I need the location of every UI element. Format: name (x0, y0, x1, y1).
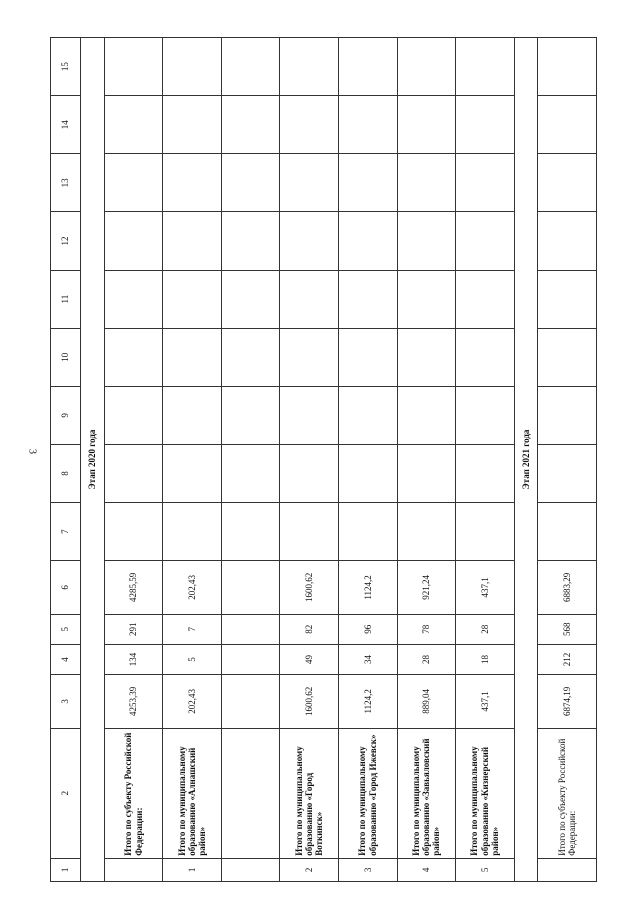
table-row (456, 38, 515, 882)
value-cell: 96 (338, 614, 397, 644)
value-cell (280, 503, 339, 561)
column-number-cell: 10 (51, 328, 81, 386)
value-cell (104, 270, 163, 328)
value-cell (221, 386, 280, 444)
column-number-cell: 12 (51, 212, 81, 270)
value-cell (538, 38, 597, 96)
value-cell (104, 96, 163, 154)
value-cell (456, 270, 515, 328)
value-cell: 212 (538, 644, 597, 674)
value-cell (163, 328, 222, 386)
value-cell (538, 96, 597, 154)
value-cell (397, 212, 456, 270)
value-cell (221, 503, 280, 561)
stage-row-2021 (514, 38, 538, 882)
table-row (163, 38, 222, 882)
value-cell: 4285,59 (104, 561, 163, 614)
row-description: Итого по муниципальному образованию «Кизнерский район» (456, 728, 515, 858)
value-cell: 5 (163, 644, 222, 674)
value-cell (456, 444, 515, 502)
column-number-cell: 8 (51, 444, 81, 502)
value-cell (221, 270, 280, 328)
value-cell (397, 503, 456, 561)
value-cell: 568 (538, 614, 597, 644)
value-cell (456, 154, 515, 212)
table-row (397, 38, 456, 882)
row-description: Итого по муниципальному образованию «Город Воткинск» (280, 728, 339, 858)
value-cell (538, 154, 597, 212)
row-description: Итого по муниципальному образованию «Алнашский район» (163, 728, 222, 858)
column-number-cell: 13 (51, 154, 81, 212)
column-number-cell: 14 (51, 96, 81, 154)
value-cell (104, 444, 163, 502)
value-cell (397, 270, 456, 328)
row-description: Итого по муниципальному образованию «Город Ижевск» (338, 728, 397, 858)
table-row (538, 38, 597, 882)
table-row (104, 38, 163, 882)
value-cell (280, 212, 339, 270)
table-wrapper (50, 37, 597, 882)
value-cell (397, 154, 456, 212)
value-cell (221, 96, 280, 154)
value-cell (338, 96, 397, 154)
value-cell (280, 386, 339, 444)
row-description: Итого по муниципальному образованию «Завьяловский район» (397, 728, 456, 858)
value-cell: 1124,2 (338, 561, 397, 614)
column-number-cell: 11 (51, 270, 81, 328)
value-cell (221, 614, 280, 644)
value-cell (163, 96, 222, 154)
value-cell (456, 503, 515, 561)
value-cell (538, 270, 597, 328)
value-cell (338, 328, 397, 386)
column-number-cell: 7 (51, 503, 81, 561)
stage-title: Этап 2021 года (514, 38, 538, 882)
value-cell: 437,1 (456, 675, 515, 728)
value-cell: 18 (456, 644, 515, 674)
value-cell: 49 (280, 644, 339, 674)
value-cell: 4253,39 (104, 675, 163, 728)
value-cell (456, 328, 515, 386)
value-cell: 291 (104, 614, 163, 644)
value-cell (280, 96, 339, 154)
value-cell (397, 328, 456, 386)
column-number-cell: 15 (51, 38, 81, 96)
value-cell: 889,04 (397, 675, 456, 728)
value-cell: 34 (338, 644, 397, 674)
table-row (338, 38, 397, 882)
value-cell (338, 270, 397, 328)
rotated-page (50, 37, 597, 882)
value-cell (104, 328, 163, 386)
value-cell: 437,1 (456, 561, 515, 614)
row-description (221, 728, 280, 858)
value-cell (280, 154, 339, 212)
value-cell (221, 212, 280, 270)
stage-row-2020 (81, 38, 105, 882)
table-body (51, 38, 597, 882)
value-cell (338, 444, 397, 502)
value-cell (397, 38, 456, 96)
page-number: 3 (26, 449, 38, 454)
value-cell (280, 444, 339, 502)
value-cell: 202,43 (163, 561, 222, 614)
data-table (50, 37, 597, 882)
value-cell (397, 96, 456, 154)
table-row (280, 38, 339, 882)
row-description: Итого по субъекту Российской Федерации: (104, 728, 163, 858)
value-cell (538, 212, 597, 270)
value-cell (221, 154, 280, 212)
value-cell (397, 386, 456, 444)
value-cell: 202,43 (163, 675, 222, 728)
value-cell: 28 (456, 614, 515, 644)
value-cell (221, 675, 280, 728)
value-cell (221, 644, 280, 674)
value-cell (104, 154, 163, 212)
column-numbers-row (51, 38, 81, 882)
column-number-cell: 5 (51, 614, 81, 644)
row-number: 5 (456, 858, 515, 881)
value-cell (163, 503, 222, 561)
column-number-cell: 9 (51, 386, 81, 444)
value-cell (163, 270, 222, 328)
value-cell: 1124,2 (338, 675, 397, 728)
value-cell (456, 212, 515, 270)
column-number-cell: 6 (51, 561, 81, 614)
column-number-cell: 2 (51, 728, 81, 858)
value-cell (163, 444, 222, 502)
value-cell (538, 444, 597, 502)
row-number: 1 (163, 858, 222, 881)
value-cell (104, 212, 163, 270)
value-cell: 1600,62 (280, 561, 339, 614)
value-cell (456, 96, 515, 154)
value-cell (338, 212, 397, 270)
value-cell: 7 (163, 614, 222, 644)
value-cell (163, 386, 222, 444)
value-cell (338, 386, 397, 444)
value-cell (280, 270, 339, 328)
value-cell: 1600,62 (280, 675, 339, 728)
row-number: 2 (280, 858, 339, 881)
value-cell (104, 386, 163, 444)
stage-title: Этап 2020 года (81, 38, 105, 882)
value-cell: 82 (280, 614, 339, 644)
value-cell (338, 154, 397, 212)
value-cell (163, 212, 222, 270)
value-cell (163, 154, 222, 212)
value-cell: 921,24 (397, 561, 456, 614)
value-cell (338, 503, 397, 561)
value-cell: 78 (397, 614, 456, 644)
value-cell (538, 328, 597, 386)
row-description: Итого по субъекту Российской Федерации: (538, 728, 597, 858)
value-cell (280, 328, 339, 386)
value-cell (221, 328, 280, 386)
value-cell: 6874,19 (538, 675, 597, 728)
column-number-cell: 3 (51, 675, 81, 728)
value-cell (338, 38, 397, 96)
row-number (104, 858, 163, 881)
value-cell (538, 503, 597, 561)
row-number (221, 858, 280, 881)
value-cell (280, 38, 339, 96)
value-cell (221, 444, 280, 502)
value-cell (104, 503, 163, 561)
value-cell (456, 386, 515, 444)
value-cell (221, 38, 280, 96)
column-number-cell: 4 (51, 644, 81, 674)
value-cell (397, 444, 456, 502)
value-cell (538, 386, 597, 444)
value-cell (104, 38, 163, 96)
row-number (538, 858, 597, 881)
value-cell (456, 38, 515, 96)
column-number-cell: 1 (51, 858, 81, 881)
value-cell (163, 38, 222, 96)
row-number: 4 (397, 858, 456, 881)
value-cell: 28 (397, 644, 456, 674)
row-number: 3 (338, 858, 397, 881)
value-cell: 6883,29 (538, 561, 597, 614)
value-cell: 134 (104, 644, 163, 674)
table-row (221, 38, 280, 882)
value-cell (221, 561, 280, 614)
